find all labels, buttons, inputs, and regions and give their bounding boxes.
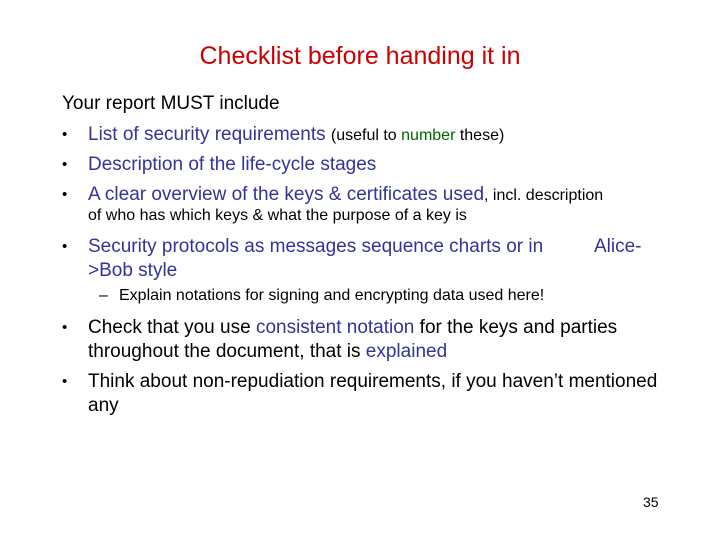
- bullet-segment: , incl. description: [484, 187, 604, 204]
- dash-glyph: –: [99, 287, 108, 304]
- bullet-glyph: •: [62, 319, 68, 336]
- slide-title: Checklist before handing it in: [199, 42, 521, 70]
- bullet-segment: Check that you use: [88, 317, 256, 338]
- bullet-glyph: •: [62, 156, 68, 173]
- sub-bullet-notations: [99, 287, 544, 305]
- bullet-text: Description of the life-cycle stages: [88, 154, 377, 175]
- bullet-segment: for the keys and parties throughout the document, that is: [88, 317, 618, 362]
- bullet-glyph: •: [62, 186, 68, 203]
- bullet-segment: (useful to: [330, 127, 402, 144]
- intro-text: Your report MUST include: [62, 93, 280, 114]
- sub-bullet-text: Explain notations for signing and encrypting data used here!: [119, 287, 545, 304]
- bullet-text: Think about non-repudiation requirements, if you haven’t mentioned any: [88, 371, 658, 416]
- bullet-segment: List of security requirements: [88, 124, 331, 145]
- bullet-text-line2: >Bob style: [88, 260, 178, 281]
- bullet-text-line1-tail: Alice-: [594, 236, 642, 257]
- bullet-text: [88, 183, 658, 208]
- bullet-segment: number: [401, 127, 456, 144]
- page-number: 35: [643, 494, 659, 510]
- bullet-continuation: of who has which keys & what the purpose of a key is: [88, 207, 467, 224]
- bullet-text: [88, 316, 658, 364]
- bullet-segment: these): [455, 127, 505, 144]
- bullet-text-line1: Security protocols as messages sequence charts or in: [88, 236, 544, 257]
- bullet-segment: consistent notation: [255, 317, 415, 338]
- bullet-glyph: •: [62, 126, 68, 143]
- bullet-segment: A clear overview of the keys & certificates used: [88, 184, 485, 205]
- bullet-text: [88, 123, 658, 148]
- bullet-glyph: •: [62, 373, 68, 390]
- bullet-glyph: •: [62, 238, 68, 255]
- bullet-segment: explained: [365, 341, 448, 362]
